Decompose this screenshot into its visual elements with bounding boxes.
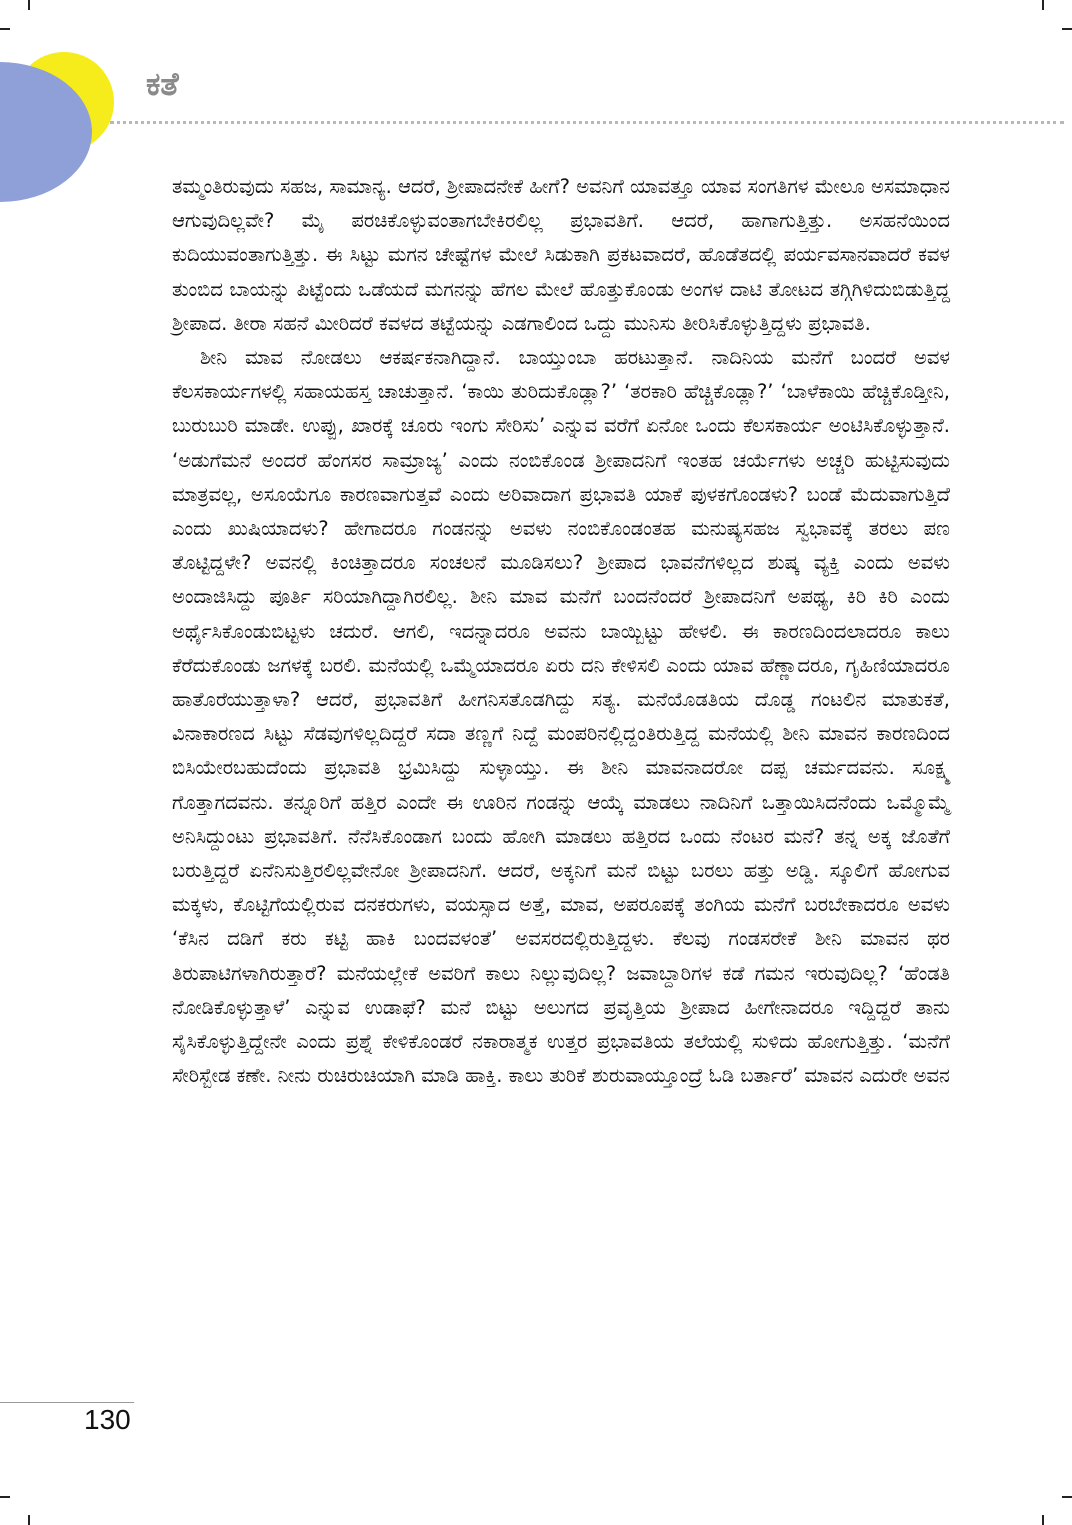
crop-mark-top-right-h [1062, 28, 1072, 30]
crop-mark-bottom-right-v [1042, 1515, 1044, 1525]
paragraph: ತಮ್ಮಂತಿರುವುದು ಸಹಜ, ಸಾಮಾನ್ಯ. ಆದರೆ, ಶ್ರೀಪಾದನೇಕೆ ಹೀಗೆ? ಅವನಿಗೆ ಯಾವತ್ತೂ ಯಾವ ಸಂಗತಿಗಳ ಮೇಲೂ ಅಸಮಾಧಾನ ಆಗುವುದಿಲ್ಲವೇ? ಮೈ ಪರಚಿಕೊಳ್ಳುವಂತಾಗಬೇಕಿರಲಿಲ್ಲ ಪ್ರಭಾವತಿಗೆ. ಆದರೆ, ಹಾಗಾಗುತ್ತಿತ್ತು. ಅಸಹನೆಯಿಂದ ಕುದಿಯುವಂತಾಗುತ್ತಿತ್ತು. ಈ ಸಿಟ್ಟು ಮಗನ ಚೇಷ್ಟೆಗಳ ಮೇಲೆ ಸಿಡುಕಾಗಿ ಪ್ರಕಟವಾದರೆ, ಹೊಡೆತದಲ್ಲಿ ಪರ್ಯವಸಾನವಾದರೆ ಕವಳ ತುಂಬಿದ ಬಾಯನ್ನು ಪಿಟ್ಟೆಂದು ಒಡೆಯದೆ ಮಗನನ್ನು ಹೆಗಲ ಮೇಲೆ ಹೊತ್ತುಕೊಂಡು ಅಂಗಳ ದಾಟಿ ತೋಟದ ತಗ್ಗಿಗಿಳಿದುಬಿಡುತ್ತಿದ್ದ ಶ್ರೀಪಾದ. ತೀರಾ ಸಹನೆ ಮೀರಿದರೆ ಕವಳದ ತಟ್ಟೆಯನ್ನು ಎಡಗಾಲಿಂದ ಒದ್ದು ಮುನಿಸು ತೀರಿಸಿಕೊಳ್ಳುತ್ತಿದ್ದಳು ಪ್ರಭಾವತಿ. [172, 175, 950, 335]
story-body [172, 170, 950, 1093]
paragraph: ಶೀನಿ ಮಾವ ನೋಡಲು ಆಕರ್ಷಕನಾಗಿದ್ದಾನೆ. ಬಾಯ್ತುಂಬಾ ಹರಟುತ್ತಾನೆ. ನಾದಿನಿಯ ಮನೆಗೆ ಬಂದರೆ ಅವಳ ಕೆಲಸಕಾರ್ಯಗಳಲ್ಲಿ ಸಹಾಯಹಸ್ತ ಚಾಚುತ್ತಾನೆ. ‘ಕಾಯಿ ತುರಿದುಕೊಡ್ಲಾ?’ ‘ತರಕಾರಿ ಹೆಚ್ಚಿಕೊಡ್ಲಾ?’ ‘ಬಾಳೆಕಾಯಿ ಹೆಚ್ಚಿಕೊಡ್ತೀನಿ, ಬುರುಬುರಿ ಮಾಡೇ. ಉಪ್ಪು, ಖಾರಕ್ಕೆ ಚೂರು ಇಂಗು ಸೇರಿಸು’ ಎನ್ನುವ ವರೆಗೆ ಏನೋ ಒಂದು ಕೆಲಸಕಾರ್ಯ ಅಂಟಿಸಿಕೊಳ್ಳುತ್ತಾನೆ. ‘ಅಡುಗೆಮನೆ ಅಂದರೆ ಹೆಂಗಸರ ಸಾಮ್ರಾಜ್ಯ’ ಎಂದು ನಂಬಿಕೊಂಡ ಶ್ರೀಪಾದನಿಗೆ ಇಂತಹ ಚರ್ಯೆಗಳು ಅಚ್ಚರಿ ಹುಟ್ಟಿಸುವುದು ಮಾತ್ರವಲ್ಲ, ಅಸೂಯೆಗೂ ಕಾರಣವಾಗುತ್ತವೆ ಎಂದು ಅರಿವಾದಾಗ ಪ್ರಭಾವತಿ ಯಾಕೆ ಪುಳಕಗೊಂಡಳು? ಬಂಡೆ ಮೆದುವಾಗುತ್ತಿದೆ ಎಂದು ಖುಷಿಯಾದಳು? ಹೇಗಾದರೂ ಗಂಡನನ್ನು ಅವಳು ನಂಬಿಕೊಂಡಂತಹ ಮನುಷ್ಯಸಹಜ ಸ್ವಭಾವಕ್ಕೆ ತರಲು ಪಣ ತೊಟ್ಟಿದ್ದಳೇ? ಅವನಲ್ಲಿ ಕಿಂಚಿತ್ತಾದರೂ ಸಂಚಲನೆ ಮೂಡಿಸಲು? ಶ್ರೀಪಾದ ಭಾವನೆಗಳಿಲ್ಲದ ಶುಷ್ಕ ವ್ಯಕ್ತಿ ಎಂದು ಅವಳು ಅಂದಾಜಿಸಿದ್ದು ಪೂರ್ತಿ ಸರಿಯಾಗಿದ್ದಾಗಿರಲಿಲ್ಲ. ಶೀನಿ ಮಾವ ಮನೆಗೆ ಬಂದನೆಂದರೆ ಶ್ರೀಪಾದನಿಗೆ ಅಪಥ್ಯ, ಕಿರಿ ಕಿರಿ ಎಂದು ಅರ್ಥೈಸಿಕೊಂಡುಬಿಟ್ಟಳು ಚದುರೆ. ಆಗಲಿ, ಇದನ್ನಾದರೂ ಅವನು ಬಾಯ್ಬಿಟ್ಟು ಹೇಳಲಿ. ಈ ಕಾರಣದಿಂದಲಾದರೂ ಕಾಲು ಕೆರೆದುಕೊಂಡು ಜಗಳಕ್ಕೆ ಬರಲಿ. ಮನೆಯಲ್ಲಿ ಒಮ್ಮೆಯಾದರೂ ಏರು ದನಿ ಕೇಳಿಸಲಿ ಎಂದು ಯಾವ ಹೆಣ್ಣಾದರೂ, ಗೃಹಿಣಿಯಾದರೂ ಹಾತೊರೆಯುತ್ತಾಳಾ? ಆದರೆ, ಪ್ರಭಾವತಿಗೆ ಹೀಗನಿಸತೊಡಗಿದ್ದು ಸತ್ಯ. ಮನೆಯೊಡತಿಯ ದೊಡ್ಡ ಗಂಟಲಿನ ಮಾತುಕತೆ, ವಿನಾಕಾರಣದ ಸಿಟ್ಟು ಸೆಡವುಗಳಿಲ್ಲದಿದ್ದರೆ ಸದಾ ತಣ್ಣಗೆ ನಿದ್ದೆ ಮಂಪರಿನಲ್ಲಿದ್ದಂತಿರುತ್ತಿದ್ದ ಮನೆಯಲ್ಲಿ ಶೀನಿ ಮಾವನ ಕಾರಣದಿಂದ ಬಿಸಿಯೇರಬಹುದೆಂದು ಪ್ರಭಾವತಿ ಭ್ರಮಿಸಿದ್ದು ಸುಳ್ಳಾಯ್ತು. ಈ ಶೀನಿ ಮಾವನಾದರೋ ದಪ್ಪ ಚರ್ಮದವನು. ಸೂಕ್ಷ್ಮ ಗೊತ್ತಾಗದವನು. ತನ್ನೂರಿಗೆ ಹತ್ತಿರ ಎಂದೇ ಈ ಊರಿನ ಗಂಡನ್ನು ಆಯ್ಕೆ ಮಾಡಲು ನಾದಿನಿಗೆ ಒತ್ತಾಯಿಸಿದನೆಂದು ಒಮ್ಮೊಮ್ಮೆ ಅನಿಸಿದ್ದುಂಟು ಪ್ರಭಾವತಿಗೆ. ನೆನೆಸಿಕೊಂಡಾಗ ಬಂದು ಹೋಗಿ ಮಾಡಲು ಹತ್ತಿರದ ಒಂದು ನೆಂಟರ ಮನೆ? ತನ್ನ ಅಕ್ಕ ಜೊತೆಗೆ ಬರುತ್ತಿದ್ದರೆ ಏನೆನಿಸುತ್ತಿರಲಿಲ್ಲವೇನೋ ಶ್ರೀಪಾದನಿಗೆ. ಆದರೆ, ಅಕ್ಕನಿಗೆ ಮನೆ ಬಿಟ್ಟು ಬರಲು ಹತ್ತು ಅಡ್ಡಿ. ಸ್ಕೂಲಿಗೆ ಹೋಗುವ ಮಕ್ಕಳು, ಕೊಟ್ಟಿಗೆಯಲ್ಲಿರುವ ದನಕರುಗಳು, ವಯಸ್ಸಾದ ಅತ್ತೆ, ಮಾವ, ಅಪರೂಪಕ್ಕೆ ತಂಗಿಯ ಮನೆಗೆ ಬರಬೇಕಾದರೂ ಅವಳು ‘ಕೆಸಿನ ದಡಿಗೆ ಕರು ಕಟ್ಟಿ ಹಾಕಿ ಬಂದವಳಂತೆ’ ಅವಸರದಲ್ಲಿರುತ್ತಿದ್ದಳು. ಕೆಲವು ಗಂಡಸರೇಕೆ ಶೀನಿ ಮಾವನ ಥರ ತಿರುಪಾಟಿಗಳಾಗಿರುತ್ತಾರೆ? ಮನೆಯಲ್ಲೇಕೆ ಅವರಿಗೆ ಕಾಲು ನಿಲ್ಲುವುದಿಲ್ಲ? ಜವಾಬ್ದಾರಿಗಳ ಕಡೆ ಗಮನ ಇರುವುದಿಲ್ಲ? ‘ಹೆಂಡತಿ ನೋಡಿಕೊಳ್ಳುತ್ತಾಳೆ’ ಎನ್ನುವ ಉಡಾಫೆ? ಮನೆ ಬಿಟ್ಟು ಅಲುಗದ ಪ್ರವೃತ್ತಿಯ ಶ್ರೀಪಾದ ಹೀಗೇನಾದರೂ ಇದ್ದಿದ್ದರೆ ತಾನು ಸೈಸಿಕೊಳ್ಳುತ್ತಿದ್ದೇನೇ ಎಂದು ಪ್ರಶ್ನೆ ಕೇಳಿಕೊಂಡರೆ ನಕಾರಾತ್ಮಕ ಉತ್ತರ ಪ್ರಭಾವತಿಯ ತಲೆಯಲ್ಲಿ ಸುಳಿದು ಹೋಗುತ್ತಿತ್ತು. ‘ಮನೆಗೆ ಸೇರಿಸ್ಬೇಡ ಕಣೇ. ನೀನು ರುಚಿರುಚಿಯಾಗಿ ಮಾಡಿ ಹಾಕ್ತಿ. ಕಾಲು ತುರಿಕೆ ಶುರುವಾಯ್ತೂಂದ್ರೆ ಓಡಿ ಬರ್ತಾರೆ’ ಮಾವನ ಎದುರೇ ಅವನ [172, 346, 950, 1088]
crop-mark-top-right-v [1042, 0, 1044, 10]
section-title: ಕತೆ [146, 65, 179, 103]
page-number: 130 [84, 1404, 131, 1435]
header-dotted-rule [110, 121, 1064, 124]
crop-mark-top-left-v [28, 0, 30, 10]
crop-mark-bottom-right-h [1062, 1496, 1072, 1498]
crop-mark-top-left-h [0, 28, 10, 30]
crop-mark-bottom-left-v [28, 1515, 30, 1525]
crop-mark-bottom-left-h [0, 1496, 10, 1498]
